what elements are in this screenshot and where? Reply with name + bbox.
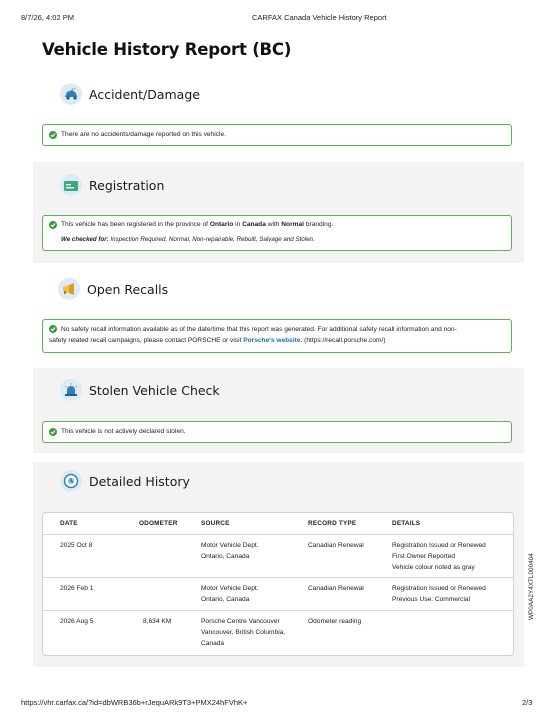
row-source-line: Canada: [201, 640, 225, 647]
registration-card-icon: [60, 174, 82, 196]
row-date: 2026 Feb 1: [60, 585, 94, 592]
history-section-title: Detailed History: [89, 473, 190, 489]
checked-label: We checked for:: [61, 236, 109, 243]
row-date: 2026 Aug 5: [60, 618, 94, 625]
row-detail: Registration Issued or Renewed: [392, 585, 486, 592]
row-source-line: Ontario, Canada: [201, 596, 250, 603]
row-record-type: Canadian Renewal: [308, 542, 364, 549]
table-divider: [43, 610, 513, 611]
row-detail: Registration Issued or Renewed: [392, 542, 486, 549]
recalls-line-1: No safety recall information available as of the date/time that this report was generated. For additional safety recall information and non-: [61, 326, 457, 333]
porsche-website-link[interactable]: Porsche's website.: [243, 337, 303, 344]
vin-vertical: WP0AA2Y4XTL000404: [528, 553, 535, 620]
row-detail: Vehicle colour noted as gray: [392, 564, 475, 571]
accident-message: There are no accidents/damage reported on this vehicle.: [61, 131, 226, 138]
check-icon: [49, 131, 57, 139]
accident-notice: [42, 124, 512, 146]
recalls-url: (https://recall.porsche.com/): [302, 337, 386, 344]
history-section-header: [60, 470, 190, 492]
registration-branding: Normal: [281, 221, 304, 228]
registration-country: Canada: [242, 221, 266, 228]
stolen-section-title: Stolen Vehicle Check: [89, 382, 220, 398]
row-source-line: Porsche Centre Vancouver: [201, 618, 280, 625]
recalls-text: safety related recall campaigns, please contact PORSCHE or visit: [49, 337, 244, 344]
table-divider: [43, 577, 513, 578]
checked-list: Inspection Required, Normal, Non-repairable, Rebuilt, Salvage and Stolen.: [108, 236, 315, 243]
registration-text: with: [265, 221, 282, 228]
print-url[interactable]: https://vhr.carfax.ca/?id=dbWRB36b+rJequARk9T3+PMX24hFVhK+: [21, 698, 248, 707]
column-header-details: DETAILS: [392, 520, 421, 527]
row-detail: First Owner Reported: [392, 553, 456, 560]
recalls-section-header: [58, 278, 168, 300]
row-source-line: Motor Vehicle Dept.: [201, 585, 259, 592]
registration-notice: [42, 215, 512, 251]
print-page-number: 2/3: [522, 698, 533, 707]
registration-text: This vehicle has been registered in the province of: [61, 221, 210, 228]
check-icon: [49, 221, 57, 229]
row-odometer: 8,634 KM: [143, 618, 172, 625]
check-icon: [49, 428, 57, 436]
history-table: [42, 512, 514, 656]
print-doc-title: CARFAX Canada Vehicle History Report: [252, 13, 387, 22]
print-datetime: 8/7/26, 4:02 PM: [21, 13, 74, 22]
column-header-record-type: RECORD TYPE: [308, 520, 357, 527]
column-header-odometer: ODOMETER: [139, 520, 178, 527]
stolen-section-header: [60, 379, 220, 401]
registration-section-title: Registration: [89, 177, 165, 193]
registration-text: branding.: [304, 221, 334, 228]
recalls-line-2: [49, 335, 503, 346]
row-detail: Previous Use: Commercial: [392, 596, 471, 603]
row-date: 2025 Oct 8: [60, 542, 93, 549]
column-header-date: DATE: [60, 520, 78, 527]
row-source-line: Vancouver, British Columbia,: [201, 629, 286, 636]
stolen-notice: [42, 421, 512, 443]
megaphone-icon: [58, 278, 80, 300]
accident-section-header: [60, 83, 200, 105]
recalls-notice: [42, 319, 512, 353]
row-record-type: Odometer reading: [308, 618, 362, 625]
check-icon: [49, 325, 57, 333]
registration-message: [61, 219, 503, 230]
registration-province: Ontario: [209, 221, 234, 228]
stolen-message: This vehicle is not actively declared stolen.: [61, 428, 186, 435]
clock-icon: [60, 470, 82, 492]
page-title: Vehicle History Report (BC): [42, 40, 292, 59]
car-crash-icon: [60, 83, 82, 105]
table-divider: [43, 534, 513, 535]
registration-checked: [61, 234, 503, 245]
recalls-section-title: Open Recalls: [87, 281, 169, 297]
column-header-source: SOURCE: [201, 520, 230, 527]
registration-section-header: [60, 174, 164, 196]
registration-text: in: [233, 221, 243, 228]
siren-icon: [60, 379, 82, 401]
row-record-type: Canadian Renewal: [308, 585, 364, 592]
row-source-line: Motor Vehicle Dept.: [201, 542, 259, 549]
row-source-line: Ontario, Canada: [201, 553, 250, 560]
accident-section-title: Accident/Damage: [89, 86, 200, 102]
